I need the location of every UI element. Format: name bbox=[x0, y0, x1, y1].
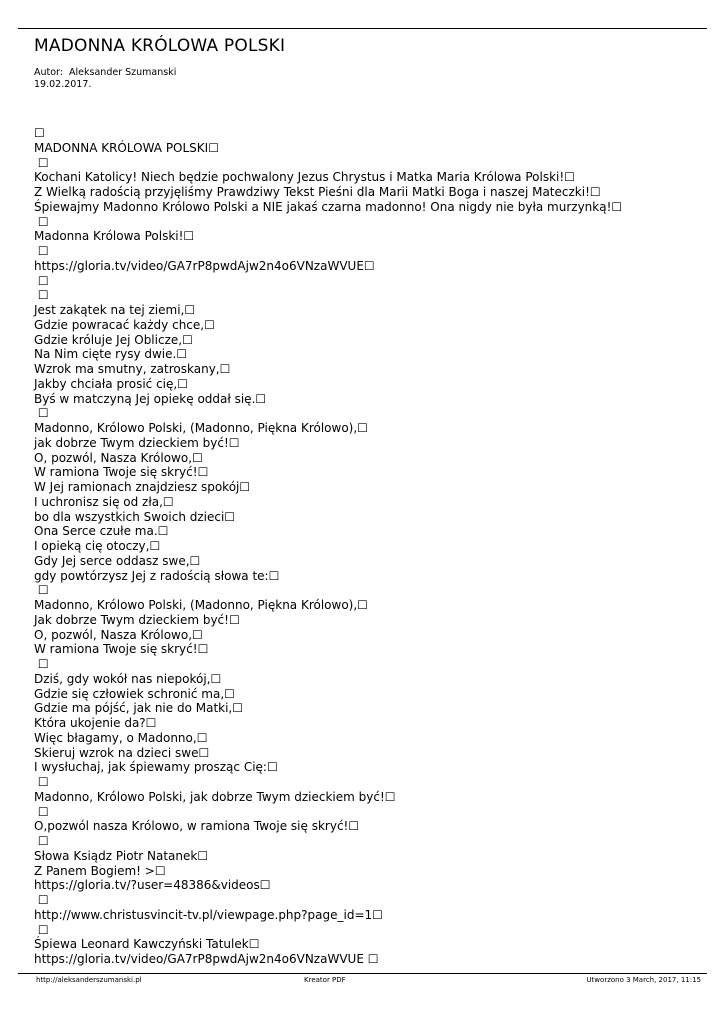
link-line[interactable]: https://gloria.tv/video/GA7rP8pwdAjw2n4o6VNzaWVUE ☐ bbox=[34, 952, 379, 966]
text-line: Więc błagamy, o Madonno,☐ bbox=[34, 730, 208, 745]
text-line: Z Wielką radością przyjęliśmy Prawdziwy Tekst Pieśni dla Marii Matki Boga i naszej Mateczki!☐ bbox=[34, 185, 601, 199]
text-line: Ona Serce czułe ma.☐ bbox=[34, 524, 169, 539]
bottom-divider bbox=[18, 973, 707, 974]
text-line: ☐ bbox=[34, 126, 45, 140]
text-line: gdy powtórzysz Jej z radością słowa te:☐ bbox=[34, 568, 280, 583]
text-line: Jest zakątek na tej ziemi,☐ bbox=[34, 303, 196, 317]
text-line: Skieruj wzrok na dzieci swe☐ bbox=[34, 745, 210, 760]
text-line: ☐ bbox=[34, 775, 49, 789]
footer-created-date: Utworzono 3 March, 2017, 11:15 bbox=[586, 976, 701, 984]
text-line: jak dobrze Twym dzieckiem być!☐ bbox=[34, 435, 240, 450]
text-line: ☐ bbox=[34, 834, 49, 848]
text-line: I uchronisz się od zła,☐ bbox=[34, 494, 174, 509]
text-line: Byś w matczyną Jej opiekę oddał się.☐ bbox=[34, 391, 267, 406]
text-line: Na Nim cięte rysy dwie.☐ bbox=[34, 347, 188, 362]
text-line: Kochani Katolicy! Niech będzie pochwalony Jezus Chrystus i Matka Maria Królowa Polski!☐ bbox=[34, 170, 575, 185]
author-name: Aleksander Szumanski bbox=[69, 67, 177, 78]
text-line: I wysłuchaj, jak śpiewamy prosząc Cię:☐ bbox=[34, 760, 278, 775]
page-title: MADONNA KRÓLOWA POLSKI bbox=[34, 36, 286, 56]
text-line: Gdzie ma pójść, jak nie do Matki,☐ bbox=[34, 701, 244, 716]
text-line: Która ukojenie da?☐ bbox=[34, 716, 157, 730]
text-line: W ramiona Twoje się skryć!☐ bbox=[34, 642, 209, 657]
text-line: O, pozwól, Nasza Królowo,☐ bbox=[34, 627, 203, 642]
text-line: I opieką cię otoczy,☐ bbox=[34, 539, 161, 553]
text-line: W Jej ramionach znajdziesz spokój☐ bbox=[34, 480, 251, 494]
text-line: Madonna Królowa Polski!☐ bbox=[34, 229, 195, 244]
text-line: Gdzie się człowiek schronić ma,☐ bbox=[34, 686, 235, 701]
article-body bbox=[34, 126, 715, 967]
author-label: Autor: bbox=[34, 67, 63, 78]
author-line bbox=[34, 67, 176, 79]
text-line: ☐ bbox=[34, 155, 49, 170]
text-line: Śpiewa Leonard Kawczyński Tatulek☐ bbox=[34, 937, 260, 952]
link-line[interactable]: https://gloria.tv/?user=48386&videos☐ bbox=[34, 878, 271, 893]
text-line: ☐ bbox=[34, 583, 49, 598]
text-line: O,pozwól nasza Królowo, w ramiona Twoje się skryć!☐ bbox=[34, 819, 360, 834]
text-line: O, pozwól, Nasza Królowo,☐ bbox=[34, 450, 203, 465]
document-meta bbox=[34, 67, 176, 91]
link-line[interactable]: https://gloria.tv/video/GA7rP8pwdAjw2n4o6VNzaWVUE☐ bbox=[34, 258, 375, 273]
text-line: Gdzie króluje Jej Oblicze,☐ bbox=[34, 332, 193, 347]
text-line: ☐ bbox=[34, 288, 49, 303]
text-line: W ramiona Twoje się skryć!☐ bbox=[34, 465, 209, 480]
text-line: Gdy Jej serce oddasz swe,☐ bbox=[34, 553, 201, 568]
text-line: ☐ bbox=[34, 657, 49, 671]
text-line: Dziś, gdy wokół nas niepokój,☐ bbox=[34, 671, 222, 686]
text-line: Śpiewajmy Madonno Królowo Polski a NIE jakaś czarna madonno! Ona nigdy nie była murzynką!☐ bbox=[34, 199, 623, 214]
text-line: ☐ bbox=[34, 922, 49, 937]
footer-site-url[interactable]: http://aleksanderszumanski.pl bbox=[36, 976, 142, 984]
text-line: Wzrok ma smutny, zatroskany,☐ bbox=[34, 362, 231, 376]
link-line[interactable]: http://www.christusvincit-tv.pl/viewpage.php?page_id=1☐ bbox=[34, 907, 383, 922]
text-line: Jak dobrze Twym dzieckiem być!☐ bbox=[34, 612, 240, 627]
text-line: ☐ bbox=[34, 273, 49, 288]
text-line: Madonno, Królowo Polski, jak dobrze Twym dzieckiem być!☐ bbox=[34, 789, 396, 804]
publish-date: 19.02.2017. bbox=[34, 79, 92, 90]
text-line: Jakby chciała prosić cię,☐ bbox=[34, 376, 188, 391]
text-line: ☐ bbox=[34, 804, 49, 819]
text-line: bo dla wszystkich Swoich dzieci☐ bbox=[34, 509, 236, 524]
text-line: Słowa Ksiądz Piotr Natanek☐ bbox=[34, 848, 209, 863]
text-line: ☐ bbox=[34, 244, 49, 258]
text-line: Z Panem Bogiem! >☐ bbox=[34, 863, 166, 878]
text-line: ☐ bbox=[34, 406, 49, 421]
text-line: Madonno, Królowo Polski, (Madonno, Piękna Królowo),☐ bbox=[34, 421, 368, 435]
text-line: Gdzie powracać każdy chce,☐ bbox=[34, 317, 215, 332]
text-line: ☐ bbox=[34, 893, 49, 907]
footer-generator: Kreator PDF bbox=[304, 976, 346, 984]
text-line: ☐ bbox=[34, 214, 49, 229]
top-divider bbox=[18, 28, 707, 29]
text-line: MADONNA KRÓLOWA POLSKI☐ bbox=[34, 140, 219, 155]
text-line: Madonno, Królowo Polski, (Madonno, Piękna Królowo),☐ bbox=[34, 598, 368, 612]
